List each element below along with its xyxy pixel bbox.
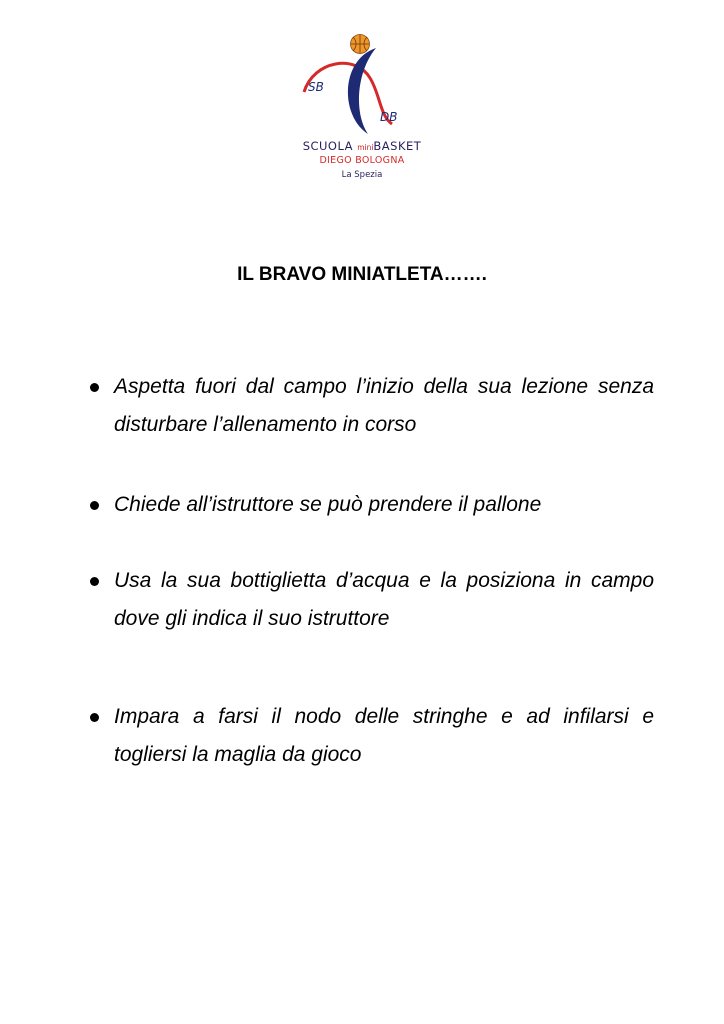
list-item-text: Aspetta fuori dal campo l’inizio della sua lezione senza disturbare l’allenamento in corso (114, 375, 654, 436)
bullet-icon (90, 383, 99, 392)
list-item (88, 368, 654, 444)
logo-initials-sb: SB (308, 80, 324, 94)
page-title: IL BRAVO MINIATLETA……. (237, 264, 487, 285)
school-logo (284, 32, 440, 184)
logo-dedication: DIEGO BOLOGNA (319, 155, 405, 166)
logo-mini: mini (357, 143, 374, 152)
list-item (88, 486, 654, 524)
logo-city: La Spezia (341, 170, 383, 180)
logo-initials-db: DB (380, 110, 398, 124)
basketball-icon (351, 35, 370, 54)
logo-scuola: SCUOLA (302, 139, 358, 153)
logo-basket: BASKET (373, 139, 422, 153)
logo-school-name (284, 139, 440, 153)
list-item-text: Chiede all’istruttore se può prendere il pallone (114, 493, 542, 516)
list-item (88, 698, 654, 774)
rules-list (88, 368, 654, 774)
list-item (88, 562, 654, 638)
bullet-icon (90, 501, 99, 510)
list-item-text: Impara a farsi il nodo delle stringhe e ad infilarsi e togliersi la maglia da gioco (114, 705, 654, 766)
bullet-icon (90, 713, 99, 722)
list-item-text: Usa la sua bottiglietta d’acqua e la posiziona in campo dove gli indica il suo istruttore (114, 569, 654, 630)
navy-crescent (348, 48, 376, 134)
bullet-icon (90, 577, 99, 586)
